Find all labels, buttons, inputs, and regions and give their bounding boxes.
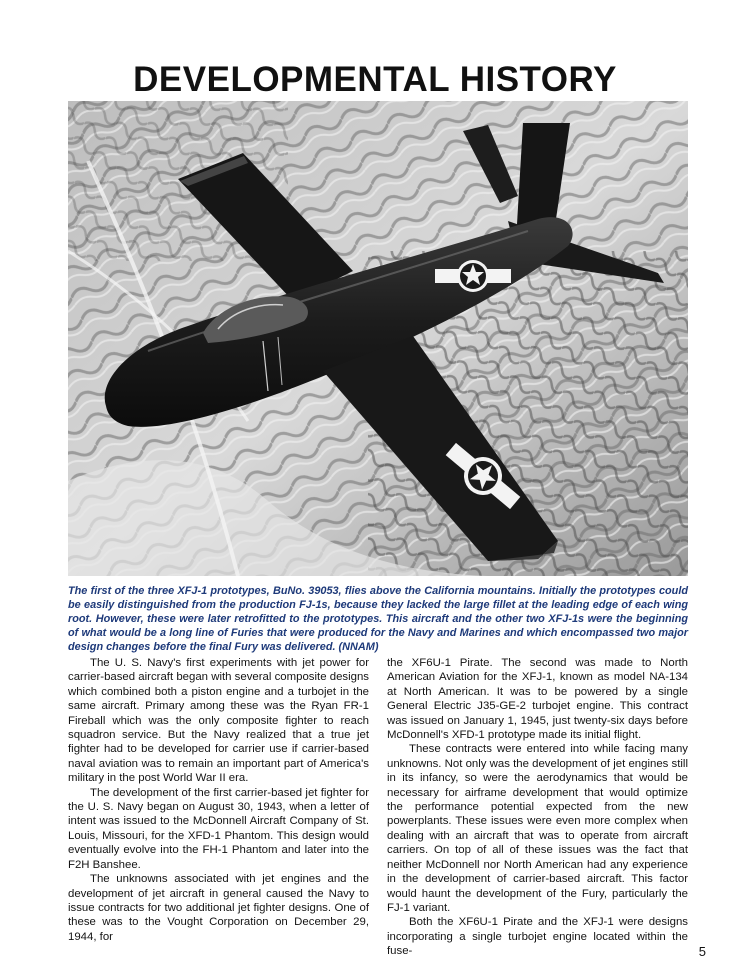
page-number: 5 [698, 944, 706, 959]
body-text [68, 656, 688, 958]
left-column [68, 656, 369, 943]
paragraph: The development of the first carrier-based jet fighter for the U. S. Navy began on August 30, 1943, when a letter of intent was issued to the McDonnell Aircraft Company of St. Louis, Missouri, for the XFD-1 Phantom. This design would eventually evolve into the FH-1 Phantom and later into the F2H Banshee. [68, 786, 369, 871]
aircraft-photo [68, 101, 688, 576]
paragraph: the XF6U-1 Pirate. The second was made to North American Aviation for the XFJ-1, known as model NA-134 at North American. It was to be powered by a single General Electric J35-GE-2 turbojet engine. This contract was issued on January 1, 1945, just twenty-six days before McDonnell's XFD-1 prototype made its initial flight. [387, 657, 688, 742]
page-title: DEVELOPMENTAL HISTORY [133, 60, 617, 99]
paragraph: These contracts were entered into while facing many unknowns. Not only was the development of jet engines still in its infancy, so were the aerodynamics that would be necessary for airframe development that would optimize the performance potential expected from the new powerplants. These issues were even more complex when dealing with an aircraft that was to operate from aircraft carriers. On top of all of these issues was the fact that neither McDonnell nor North American had any experience in the development of carrier-based aircraft. This factor would haunt the development of the Fury, particularly the FJ-1 variant. [387, 743, 688, 914]
paragraph: The U. S. Navy's first experiments with jet power for carrier-based aircraft began with several composite designs which combined both a piston engine and a turbojet in the same aircraft. Primary among these was the Ryan FR-1 Fireball which was the only composite fighter to reach squadron service. But the Navy realized that a true jet fighter had to be developed for carrier use if carrier-based naval aviation was to remain an important part of America's military in the post World War II era. [68, 657, 369, 785]
photo-caption: The first of the three XFJ-1 prototypes, BuNo. 39053, flies above the California mountains. Initially the prototypes could be easily distinguished from the production FJ-1s, because they lacked the large fillet at the leading edge of each wing root. However, these were later retrofitted to the prototypes. This aircraft and the other two XFJ-1s were the beginning of what would be a long line of Furies that were produced for the Navy and Marines and which encompassed two major design changes before the final Fury was delivered. (NNAM) [68, 585, 688, 653]
paragraph: Both the XF6U-1 Pirate and the XFJ-1 were designs incorporating a single turbojet engine located within the fuse- [387, 916, 688, 958]
paragraph: The unknowns associated with jet engines and the development of jet aircraft in general caused the Navy to issue contracts for two additional jet fighter designs. One of these was to the Vought Corporation on December 29, 1944, for [68, 873, 369, 943]
right-column [387, 656, 688, 958]
